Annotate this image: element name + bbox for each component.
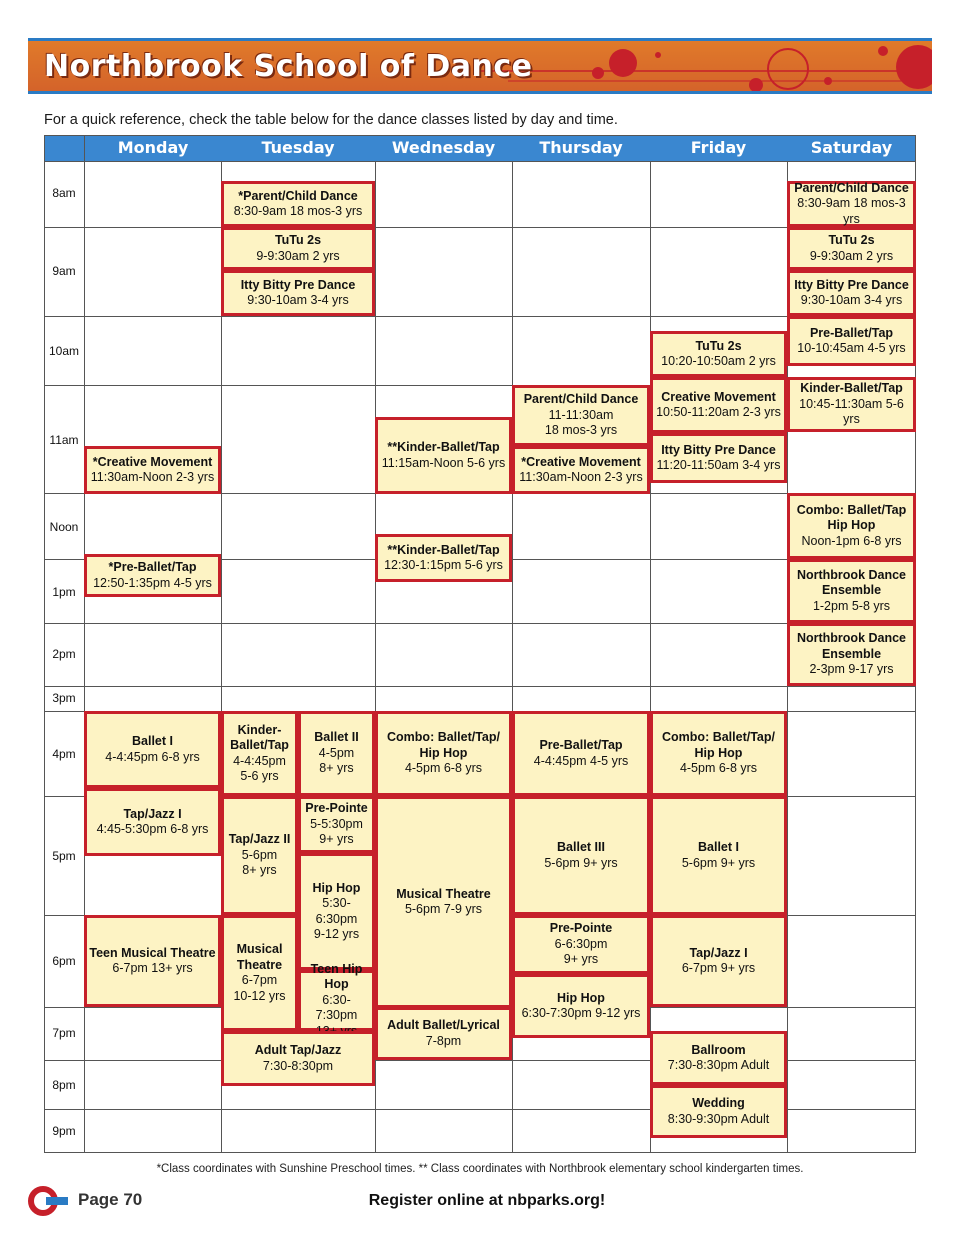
class-block[interactable]: TuTu 2s 9-9:30am 2 yrs — [787, 227, 916, 270]
class-block[interactable]: *Parent/Child Dance 8:30-9am 18 mos-3 yrs — [221, 181, 375, 227]
time-label: 8am — [52, 186, 76, 200]
class-block[interactable]: Itty Bitty Pre Dance 9:30-10am 3-4 yrs — [787, 270, 916, 316]
class-block[interactable]: Ballet III 5-6pm 9+ yrs — [512, 796, 650, 915]
day-header: Monday — [117, 138, 189, 157]
day-header: Friday — [690, 138, 747, 157]
class-block[interactable]: Kinder-Ballet/Tap 10:45-11:30am 5-6 yrs — [787, 377, 916, 432]
title-banner — [28, 38, 932, 94]
class-block[interactable]: TuTu 2s 9-9:30am 2 yrs — [221, 227, 375, 270]
class-block[interactable]: Hip Hop 6:30-7:30pm 9-12 yrs — [512, 974, 650, 1038]
class-block[interactable]: Teen Hip Hop 6:30-7:30pm — [298, 970, 375, 1031]
day-header: Saturday — [810, 138, 893, 157]
class-block[interactable]: **Kinder-Ballet/Tap 11:15am-Noon 5-6 yrs — [375, 417, 512, 494]
class-block[interactable]: Creative Movement 10:50-11:20am 2-3 yrs — [650, 377, 787, 433]
class-block[interactable]: TuTu 2s 10:20-10:50am 2 yrs — [650, 331, 787, 377]
class-block[interactable]: Parent/Child Dance 8:30-9am 18 mos-3 yrs — [787, 181, 916, 227]
day-header: Tuesday — [261, 138, 335, 157]
class-block[interactable]: Musical Theatre 5-6pm 7-9 yrs — [375, 796, 512, 1008]
intro-text: For a quick reference, check the table below for the dance classes listed by day and time. — [44, 112, 618, 128]
class-block[interactable]: Pre-Pointe 6-6:30pm 9+ yrs — [512, 915, 650, 974]
time-label: 5pm — [52, 849, 76, 863]
class-block[interactable]: Northbrook Dance Ensemble 1-2pm 5-8 yrs — [787, 559, 916, 623]
class-block[interactable]: Wedding 8:30-9:30pm Adult — [650, 1085, 787, 1138]
class-block[interactable]: Combo: Ballet/Tap/ Hip Hop 4-5pm 6-8 yrs — [375, 711, 512, 796]
class-block[interactable]: Itty Bitty Pre Dance 9:30-10am 3-4 yrs — [221, 270, 375, 316]
class-block[interactable]: *Pre-Ballet/Tap 12:50-1:35pm 4-5 yrs — [84, 554, 221, 597]
class-block[interactable]: Parent/Child Dance 11-11:30am 18 mos-3 yrs — [512, 385, 650, 446]
day-header: Thursday — [539, 138, 623, 157]
class-block[interactable]: Kinder- Ballet/Tap 4-4:45pm 5-6 yrs — [221, 711, 298, 796]
time-label: Noon — [49, 520, 79, 534]
time-label: 7pm — [52, 1026, 76, 1040]
day-header: Wednesday — [391, 138, 496, 157]
footnote: *Class coordinates with Sunshine Preschool times. ** Class coordinates with Northbrook elementary school kindergarten times. — [156, 1163, 804, 1175]
class-block[interactable]: Combo: Ballet/Tap Hip Hop Noon-1pm 6-8 yrs — [787, 493, 916, 559]
class-block[interactable]: Tap/Jazz I 6-7pm 9+ yrs — [650, 915, 787, 1007]
time-label: 8pm — [52, 1078, 76, 1092]
class-block[interactable]: Hip Hop 5:30-6:30pm 9-12 yrs — [298, 853, 375, 970]
class-block[interactable]: **Kinder-Ballet/Tap 12:30-1:15pm 5-6 yrs — [375, 534, 512, 582]
class-block[interactable]: Northbrook Dance Ensemble 2-3pm 9-17 yrs — [787, 623, 916, 686]
class-block[interactable]: *Creative Movement 11:30am-Noon 2-3 yrs — [512, 446, 650, 494]
time-label: 1pm — [52, 585, 76, 599]
class-block[interactable]: Pre-Pointe 5-5:30pm 9+ yrs — [298, 796, 375, 853]
class-block[interactable]: Pre-Ballet/Tap 4-4:45pm 4-5 yrs — [512, 711, 650, 796]
class-block[interactable]: Ballroom 7:30-8:30pm Adult — [650, 1031, 787, 1085]
class-block[interactable]: Adult Tap/Jazz 7:30-8:30pm — [221, 1031, 375, 1086]
time-label: 3pm — [52, 691, 76, 705]
class-block[interactable]: Teen Musical Theatre 6-7pm 13+ yrs — [84, 915, 221, 1007]
class-block[interactable]: Pre-Ballet/Tap 10-10:45am 4-5 yrs — [787, 316, 916, 366]
time-label: 11am — [49, 433, 79, 447]
time-label: 6pm — [52, 954, 76, 968]
class-block[interactable]: *Creative Movement 11:30am-Noon 2-3 yrs — [84, 446, 221, 494]
time-label: 10am — [48, 344, 80, 358]
class-block[interactable]: Itty Bitty Pre Dance 11:20-11:50am 3-4 yrs — [650, 433, 787, 483]
class-block[interactable]: Musical Theatre 6-7pm 10-12 yrs — [221, 915, 298, 1031]
time-label: 4pm — [52, 747, 76, 761]
page-title: Northbrook School of Dance — [44, 49, 533, 84]
class-block[interactable]: Ballet I 5-6pm 9+ yrs — [650, 796, 787, 915]
class-block[interactable]: Combo: Ballet/Tap/ Hip Hop 4-5pm 6-8 yrs — [650, 711, 787, 796]
schedule-grid — [44, 135, 916, 1153]
class-block[interactable]: Adult Ballet/Lyrical 7-8pm — [375, 1007, 512, 1060]
class-block[interactable]: Tap/Jazz II 5-6pm 8+ yrs — [221, 796, 298, 915]
class-block[interactable]: Ballet II 4-5pm 8+ yrs — [298, 711, 375, 796]
page-number: Page 70 — [78, 1190, 143, 1209]
class-block[interactable]: Ballet I 4-4:45pm 6-8 yrs — [84, 711, 221, 788]
time-label: 2pm — [52, 647, 76, 661]
time-label: 9pm — [52, 1124, 76, 1138]
time-label: 9am — [52, 264, 76, 278]
class-block[interactable]: Tap/Jazz I 4:45-5:30pm 6-8 yrs — [84, 788, 221, 856]
register-link-text[interactable]: Register online at nbparks.org! — [368, 1192, 606, 1209]
